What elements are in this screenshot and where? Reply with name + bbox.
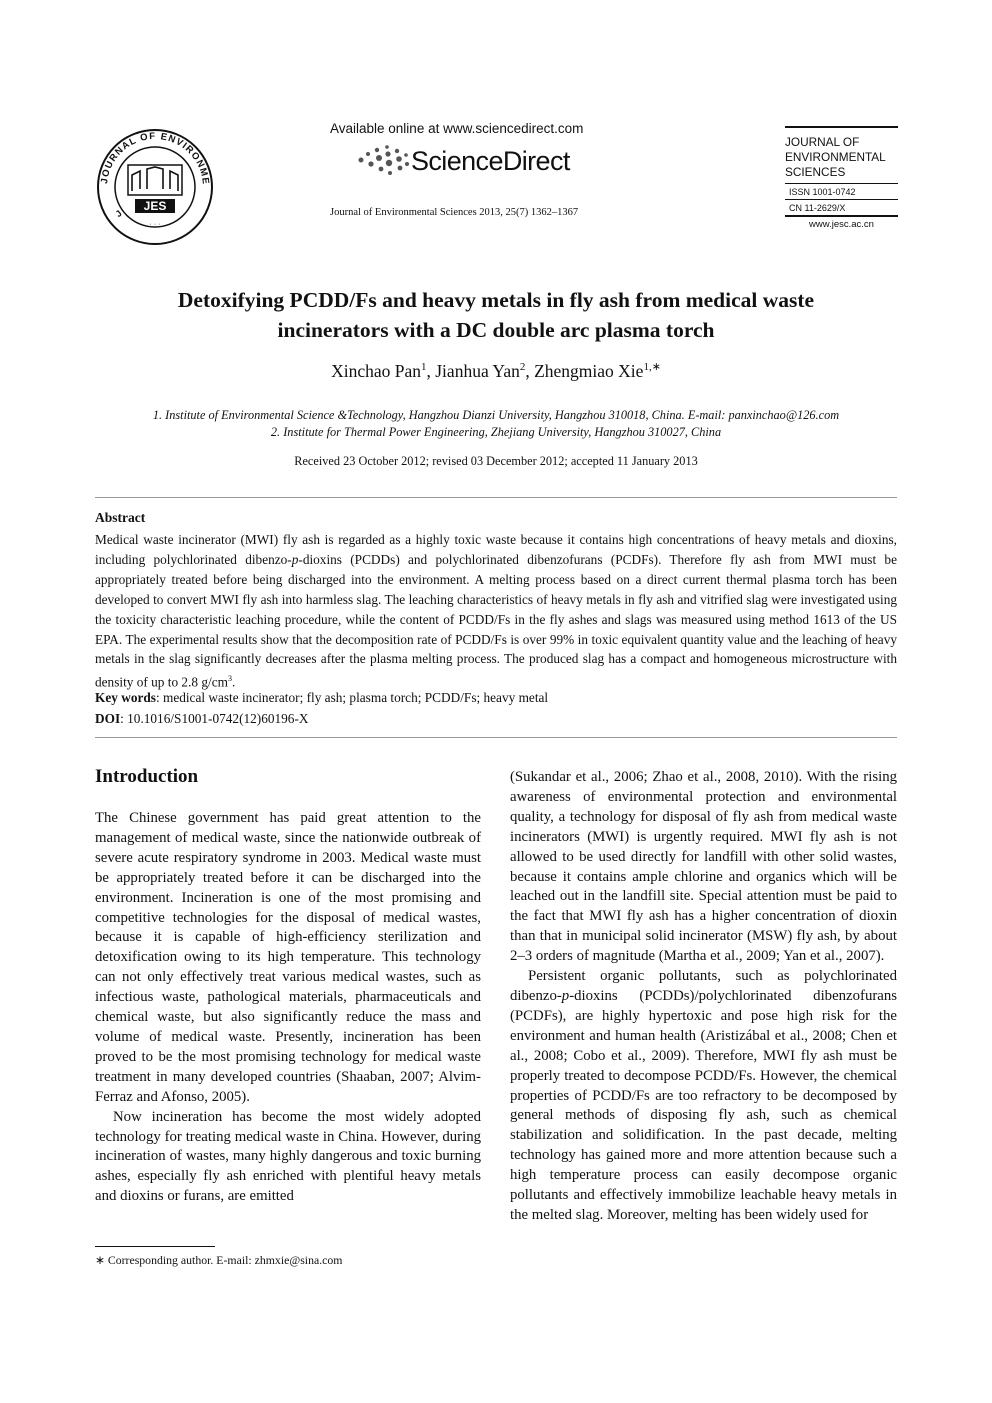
keywords-label: Key words <box>95 690 156 705</box>
paragraph: Now incineration has become the most widely adopted technology for treating medical waste in China. However, during incineration of wastes, many highly dangerous and toxic burning ashes, especially fly ash enriched with plentiful heavy metals and dioxins or furans, are emitted <box>95 1108 481 1205</box>
sciencedirect-dots-icon <box>355 142 411 178</box>
svg-text:JOURNAL OF ENVIRONMENTAL SCIEN: JOURNAL OF ENVIRONME <box>99 130 212 186</box>
doi-value[interactable]: : 10.1016/S1001-0742(12)60196-X <box>120 711 309 726</box>
journal-title-line: JOURNAL OF <box>785 135 860 149</box>
journal-title-line: ENVIRONMENTAL <box>785 150 886 164</box>
author-separator: , <box>426 360 436 381</box>
paragraph-part: Persistent organic pollutants, such as polychlorinated dibenzo- <box>510 968 897 1004</box>
author-affil-mark: 1,∗ <box>643 361 661 373</box>
journal-logo <box>95 127 215 247</box>
doi-label: DOI <box>95 711 121 726</box>
svg-text:J: J <box>113 208 124 220</box>
keywords <box>95 690 897 706</box>
abstract-part: Medical waste incinerator (MWI) fly ash is regarded as a highly toxic waste because it contains high concentrations of heavy metals and dioxins, including polychlorinated dibenzo- <box>95 532 897 567</box>
author-separator: , <box>525 360 535 381</box>
paragraph-part: -dioxins (PCDDs)/polychlorinated dibenzofurans (PCDFs), are highly hypertoxic and pose high risk for the environment and human health (Aristizábal et al., 2008; Chen et al., 2008; Cobo et al., 2009). Therefore, MWI fly ash must be properly treated to decompose PCDD/Fs. However, the chemical properties of PCDD/Fs are too refractory to be decomposed by general methods of disposing fly ash, such as chemical stabilization and solidification. In the past decade, melting technology has gained more and more attention because such a high temperature process can easily decompose organic pollutants and effectively immobilize leachable heavy metals in the melted slag. Moreover, melting has been widely used for <box>510 987 897 1223</box>
journal-reference: Journal of Environmental Sciences 2013, 25(7) 1362–1367 <box>330 207 579 218</box>
column-right <box>510 768 897 1226</box>
paragraph: The Chinese government has paid great attention to the management of medical waste, since the nationwide outbreak of severe acute respiratory syndrome in 2003. Medical waste must be appropriately treated before it can be discharged into the environment. Incineration is one of the most promising and competitive technologies for the disposal of medical wastes, because it is capable of high-efficiency sterilization and detoxification owing to its high temperature. This technology can not only effectively treat various medical wastes, such as infectious waste, pathological materials, pharmaceuticals and chemical waste, but also significantly reduce the mass and volume of medical waste. Presently, incineration has been proved to be the most promising technology for medical waste treatment in many developed countries (Shaaban, 2007; Alvim-Ferraz and Afonso, 2005). <box>95 810 481 1105</box>
abstract-italic: p <box>291 551 299 567</box>
title-line-1: Detoxifying PCDD/Fs and heavy metals in fly ash from medical waste <box>177 288 815 312</box>
received-dates: Received 23 October 2012; revised 03 December 2012; accepted 11 January 2013 <box>294 454 698 468</box>
issn: ISSN 1001-0742 <box>789 187 856 197</box>
author-list <box>80 360 912 382</box>
doi <box>95 711 897 727</box>
section-heading-introduction: Introduction <box>95 766 199 787</box>
abstract-superscript: 3 <box>227 674 232 684</box>
abstract-part: -dioxins (PCDDs) and polychlorinated dibenzofurans (PCDFs). Therefore fly ash from MWI must be appropriately treated before being discharged into the environment. A melting process based on a direct current thermal plasma torch has been developed to convert MWI fly ash into harmless slag. The leaching characteristics of heavy metals in fly ash and vitrified slag were investigated using the toxicity characteristic leaching procedure, while the content of PCDD/Fs in the fly ashes and slags was measured using method 1613 of the US EPA. The experimental results show that the decomposition rate of PCDD/Fs is over 99% in toxic equivalent quantity value and the leaching of heavy metals in the slag significantly decreases after the plasma melting process. The produced slag has a compact and homogeneous microstructure with density of up to 2.8 g/cm <box>95 551 897 690</box>
author-affil-mark: 1 <box>421 361 427 373</box>
paragraph-italic: p <box>561 987 570 1004</box>
article-title <box>80 285 912 345</box>
svg-text:· · ·: · · · <box>149 221 161 228</box>
journal-url[interactable]: www.jesc.ac.cn <box>809 219 874 230</box>
abstract-text <box>95 530 897 693</box>
available-online-text: Available online at www.sciencedirect.com <box>330 121 584 136</box>
journal-box-title <box>785 135 898 180</box>
journal-info-box <box>785 126 898 230</box>
affiliation-2: 2. Institute for Thermal Power Engineering, Zhejiang University, Hangzhou 310027, China <box>270 425 722 439</box>
corresponding-author-footnote: ∗ Corresponding author. E-mail: zhmxie@sina.com <box>95 1253 343 1267</box>
affiliations <box>80 407 912 441</box>
affiliation-1: 1. Institute of Environmental Science &Technology, Hangzhou Dianzi University, Hangzhou 310018, China. E-mail: panxinchao@126.com <box>152 408 840 422</box>
sciencedirect-logo[interactable] <box>355 140 585 182</box>
sciencedirect-wordmark: ScienceDirect <box>411 146 570 176</box>
paragraph <box>510 967 897 1226</box>
keywords-text: : medical waste incinerator; fly ash; plasma torch; PCDD/Fs; heavy metal <box>155 690 549 705</box>
author-name: Xinchao Pan <box>331 360 421 381</box>
abstract-heading: Abstract <box>95 510 146 525</box>
author-name: Zhengmiao Xie <box>534 360 644 381</box>
author-name: Jianhua Yan <box>435 360 520 381</box>
author-affil-mark: 2 <box>519 361 526 373</box>
footnote-rule <box>95 1246 215 1247</box>
abstract-part: . <box>231 674 236 690</box>
journal-title-line: SCIENCES <box>785 165 846 179</box>
column-left <box>95 809 481 1207</box>
divider <box>95 497 897 498</box>
paragraph: (Sukandar et al., 2006; Zhao et al., 2008, 2010). With the rising awareness of environmental protection and environmental quality, a technology for disposal of fly ash from medical waste incinerators (MWI) is urgently required. MWI fly ash is not allowed to be used directly for landfill with other solid wastes, because it contains ample chlorine and organics which will be leached out in the landfill site. Special attention must be paid to the fact that MWI fly ash has a higher concentration of dioxin than that in municipal solid incinerator (MSW) fly ash, by about 2–3 orders of magnitude (Martha et al., 2009; Yan et al., 2007). <box>510 769 897 965</box>
cn-number: CN 11-2629/X <box>789 203 846 213</box>
svg-text:JES: JES <box>143 199 167 213</box>
title-line-2: incinerators with a DC double arc plasma torch <box>277 318 715 342</box>
divider <box>95 737 897 738</box>
